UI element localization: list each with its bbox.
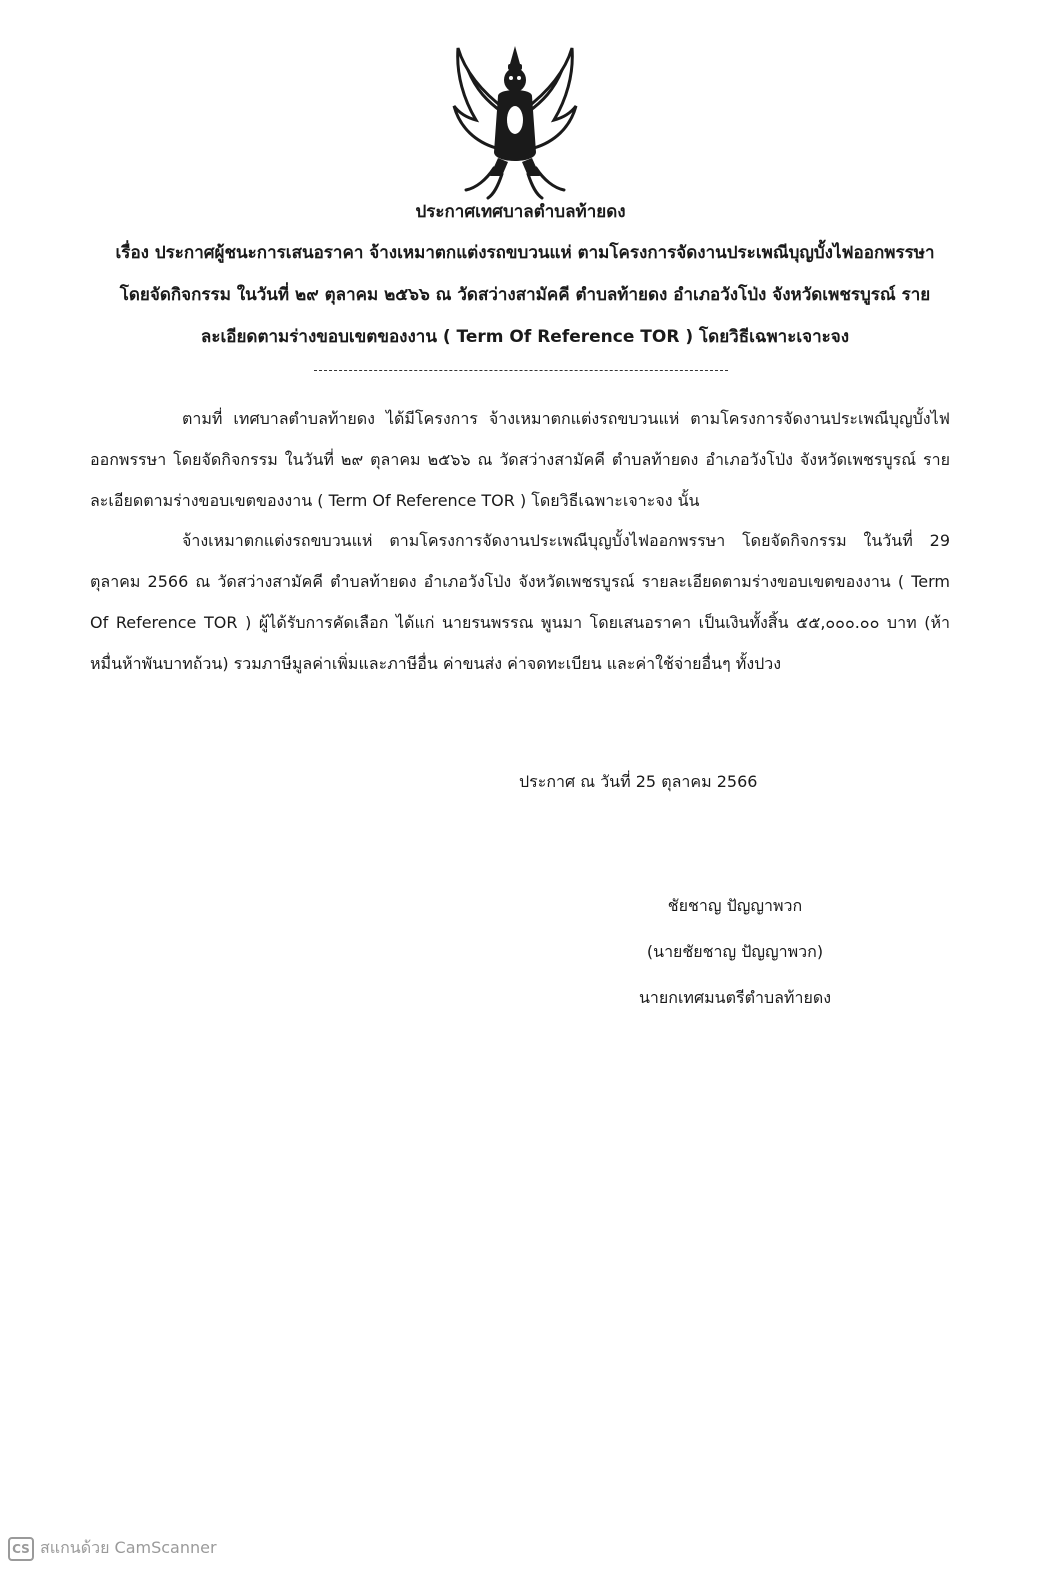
document-title: ประกาศเทศบาลตำบลท้ายดง [415,202,626,222]
document-subject: เรื่อง ประกาศผู้ชนะการเสนอราคา จ้างเหมาตกแต่งรถขบวนแห่ ตามโครงการจัดงานประเพณีบุญบั้งไฟออกพรรษา โดยจัดกิจกรรม ในวันที่ ๒๙ ตุลาคม ๒๕๖๖ ณ วัดสว่างสามัคคี ตำบลท้ายดง อำเภอวังโป่ง จังหวัดเพชรบูรณ์ รายละเอียดตามร่างขอบเขตของงาน ( Term Of Reference TOR ) โดยวิธีเฉพาะเจาะจง [115,243,935,347]
camscanner-logo-icon: CS [8,1537,34,1561]
signatory-full-name: (นายชัยชาญ ปัญญาพวก) [646,942,824,961]
scanner-watermark [8,1536,217,1561]
body-paragraph-1: ตามที่ เทศบาลตำบลท้ายดง ได้มีโครงการ จ้างเหมาตกแต่งรถขบวนแห่ ตามโครงการจัดงานประเพณีบุญบั้งไฟออกพรรษา โดยจัดกิจกรรม ในวันที่ ๒๙ ตุลาคม ๒๕๖๖ ณ วัดสว่างสามัคคี ตำบลท้ายดง อำเภอวังโป่ง จังหวัดเพชรบูรณ์ รายละเอียดตามร่างขอบเขตของงาน ( Term Of Reference TOR ) โดยวิธีเฉพาะเจาะจง นั้น [90,409,950,510]
body-paragraph-2: จ้างเหมาตกแต่งรถขบวนแห่ ตามโครงการจัดงานประเพณีบุญบั้งไฟออกพรรษา โดยจัดกิจกรรม ในวันที่ 29 ตุลาคม 2566 ณ วัดสว่างสามัคคี ตำบลท้ายดง อำเภอวังโป่ง จังหวัดเพชรบูรณ์ รายละเอียดตามร่างขอบเขตของงาน ( Term Of Reference TOR ) ผู้ได้รับการคัดเลือก ได้แก่ นายรนพรรณ พูนมา โดยเสนอราคา เป็นเงินทั้งสิ้น ๕๕,๐๐๐.๐๐ บาท (ห้าหมื่นห้าพันบาทถ้วน) รวมภาษีมูลค่าเพิ่มและภาษีอื่น ค่าขนส่ง ค่าจดทะเบียน และค่าใช้จ่ายอื่นๆ ทั้งปวง [90,531,950,673]
announcement-date: ประกาศ ณ วันที่ 25 ตุลาคม 2566 [519,772,758,791]
signatory-position: นายกเทศมนตรีตำบลท้ายดง [638,988,832,1007]
scanner-watermark-text: สแกนด้วย CamScanner [40,1538,217,1557]
signature-name: ชัยชาญ ปัญญาพวก [667,896,803,915]
garuda-emblem-icon [446,40,584,202]
separator-line [314,370,728,371]
